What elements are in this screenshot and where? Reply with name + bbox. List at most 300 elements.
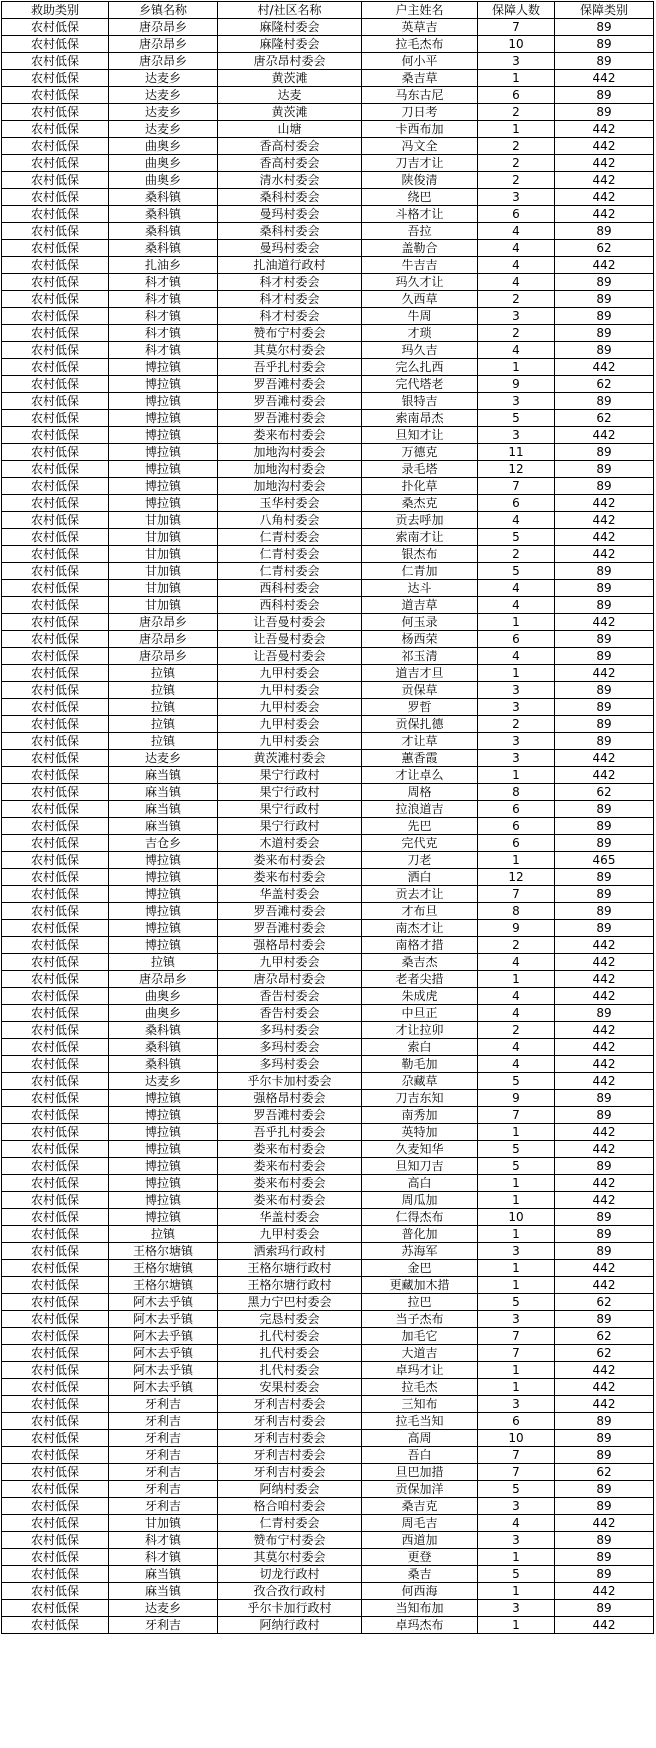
village-cell: 加地沟村委会 [218, 461, 362, 478]
township-cell: 阿木去乎镇 [109, 1311, 218, 1328]
village-cell: 唐尕昂村委会 [218, 53, 362, 70]
category-cell: 89 [555, 835, 654, 852]
householder-cell: 贡去才让 [362, 886, 478, 903]
header-persons: 保障人数 [478, 2, 555, 19]
relief-type-cell: 农村低保 [2, 342, 109, 359]
householder-cell: 贡去呼加 [362, 512, 478, 529]
householder-cell: 牛吉吉 [362, 257, 478, 274]
township-cell: 曲奥乡 [109, 988, 218, 1005]
table-row [2, 733, 654, 750]
township-cell: 博拉镇 [109, 1158, 218, 1175]
category-cell: 89 [555, 104, 654, 121]
category-cell: 442 [555, 1056, 654, 1073]
township-cell: 唐尕昂乡 [109, 53, 218, 70]
table-row [2, 767, 654, 784]
householder-cell: 旦巴加措 [362, 1464, 478, 1481]
township-cell: 曲奥乡 [109, 1005, 218, 1022]
table-row [2, 1481, 654, 1498]
persons-cell: 1 [478, 767, 555, 784]
township-cell: 唐尕昂乡 [109, 36, 218, 53]
township-cell: 拉镇 [109, 1226, 218, 1243]
table-row [2, 546, 654, 563]
township-cell: 博拉镇 [109, 1175, 218, 1192]
relief-type-cell: 农村低保 [2, 1243, 109, 1260]
township-cell: 博拉镇 [109, 937, 218, 954]
village-cell: 罗吾滩村委会 [218, 376, 362, 393]
village-cell: 加地沟村委会 [218, 444, 362, 461]
householder-cell: 贡保加洋 [362, 1481, 478, 1498]
village-cell: 科才村委会 [218, 274, 362, 291]
header-relief-type: 救助类别 [2, 2, 109, 19]
persons-cell: 4 [478, 1005, 555, 1022]
table-row [2, 784, 654, 801]
village-cell: 木道村委会 [218, 835, 362, 852]
village-cell: 阿纳行政村 [218, 1617, 362, 1634]
table-row [2, 920, 654, 937]
table-row [2, 257, 654, 274]
village-cell: 娄来布村委会 [218, 1175, 362, 1192]
category-cell: 465 [555, 852, 654, 869]
category-cell: 89 [555, 580, 654, 597]
category-cell: 89 [555, 1090, 654, 1107]
relief-type-cell: 农村低保 [2, 1583, 109, 1600]
relief-type-cell: 农村低保 [2, 903, 109, 920]
table-row [2, 121, 654, 138]
persons-cell: 4 [478, 1515, 555, 1532]
householder-cell: 卓玛杰布 [362, 1617, 478, 1634]
relief-type-cell: 农村低保 [2, 87, 109, 104]
persons-cell: 3 [478, 1498, 555, 1515]
category-cell: 62 [555, 784, 654, 801]
table-row [2, 393, 654, 410]
householder-cell: 银特吉 [362, 393, 478, 410]
village-cell: 赞布宁村委会 [218, 325, 362, 342]
householder-cell: 拉巴 [362, 1294, 478, 1311]
category-cell: 442 [555, 1141, 654, 1158]
category-cell: 89 [555, 699, 654, 716]
persons-cell: 2 [478, 325, 555, 342]
relief-type-cell: 农村低保 [2, 1345, 109, 1362]
township-cell: 博拉镇 [109, 444, 218, 461]
header-category: 保障类别 [555, 2, 654, 19]
table-row [2, 937, 654, 954]
township-cell: 达麦乡 [109, 70, 218, 87]
relief-type-cell: 农村低保 [2, 784, 109, 801]
village-cell: 扎代村委会 [218, 1362, 362, 1379]
township-cell: 博拉镇 [109, 427, 218, 444]
village-cell: 多玛村委会 [218, 1022, 362, 1039]
village-cell: 王格尔塘行政村 [218, 1277, 362, 1294]
category-cell: 89 [555, 1532, 654, 1549]
householder-cell: 苏海军 [362, 1243, 478, 1260]
table-row [2, 342, 654, 359]
householder-cell: 南格才措 [362, 937, 478, 954]
table-row [2, 1549, 654, 1566]
table-row [2, 903, 654, 920]
township-cell: 拉镇 [109, 699, 218, 716]
relief-type-cell: 农村低保 [2, 750, 109, 767]
category-cell: 89 [555, 903, 654, 920]
householder-cell: 中旦正 [362, 1005, 478, 1022]
township-cell: 桑科镇 [109, 189, 218, 206]
householder-cell: 英草吉 [362, 19, 478, 36]
relief-type-cell: 农村低保 [2, 699, 109, 716]
category-cell: 442 [555, 257, 654, 274]
category-cell: 442 [555, 1362, 654, 1379]
township-cell: 博拉镇 [109, 1141, 218, 1158]
persons-cell: 2 [478, 138, 555, 155]
relief-type-cell: 农村低保 [2, 393, 109, 410]
relief-type-cell: 农村低保 [2, 495, 109, 512]
village-cell: 强格昂村委会 [218, 1090, 362, 1107]
village-cell: 桑科村委会 [218, 223, 362, 240]
relief-type-cell: 农村低保 [2, 291, 109, 308]
persons-cell: 1 [478, 70, 555, 87]
category-cell: 89 [555, 716, 654, 733]
category-cell: 442 [555, 1277, 654, 1294]
persons-cell: 4 [478, 274, 555, 291]
category-cell: 89 [555, 342, 654, 359]
village-cell: 黑力宁巴村委会 [218, 1294, 362, 1311]
relief-type-cell: 农村低保 [2, 1498, 109, 1515]
householder-cell: 道吉草 [362, 597, 478, 614]
category-cell: 442 [555, 1022, 654, 1039]
category-cell: 89 [555, 801, 654, 818]
township-cell: 拉镇 [109, 682, 218, 699]
township-cell: 桑科镇 [109, 223, 218, 240]
township-cell: 麻当镇 [109, 767, 218, 784]
persons-cell: 3 [478, 699, 555, 716]
header-township: 乡镇名称 [109, 2, 218, 19]
township-cell: 唐尕昂乡 [109, 614, 218, 631]
relief-type-cell: 农村低保 [2, 53, 109, 70]
persons-cell: 5 [478, 410, 555, 427]
category-cell: 62 [555, 376, 654, 393]
persons-cell: 4 [478, 988, 555, 1005]
householder-cell: 桑吉克 [362, 1498, 478, 1515]
category-cell: 442 [555, 512, 654, 529]
householder-cell: 高白 [362, 1175, 478, 1192]
persons-cell: 3 [478, 1396, 555, 1413]
village-cell: 九甲村委会 [218, 682, 362, 699]
persons-cell: 4 [478, 1039, 555, 1056]
householder-cell: 才让草 [362, 733, 478, 750]
persons-cell: 5 [478, 1294, 555, 1311]
township-cell: 甘加镇 [109, 1515, 218, 1532]
householder-cell: 马东古尼 [362, 87, 478, 104]
relief-type-cell: 农村低保 [2, 274, 109, 291]
table-row [2, 1396, 654, 1413]
relief-type-cell: 农村低保 [2, 733, 109, 750]
township-cell: 牙利吉 [109, 1430, 218, 1447]
village-cell: 华盖村委会 [218, 1209, 362, 1226]
persons-cell: 3 [478, 682, 555, 699]
table-row [2, 1141, 654, 1158]
table-row [2, 1277, 654, 1294]
relief-type-cell: 农村低保 [2, 716, 109, 733]
persons-cell: 4 [478, 580, 555, 597]
persons-cell: 7 [478, 886, 555, 903]
relief-type-cell: 农村低保 [2, 1430, 109, 1447]
category-cell: 442 [555, 988, 654, 1005]
township-cell: 拉镇 [109, 733, 218, 750]
township-cell: 麻当镇 [109, 1566, 218, 1583]
category-cell: 89 [555, 308, 654, 325]
householder-cell: 牛周 [362, 308, 478, 325]
township-cell: 博拉镇 [109, 903, 218, 920]
householder-cell: 桑杰克 [362, 495, 478, 512]
persons-cell: 1 [478, 1583, 555, 1600]
category-cell: 89 [555, 597, 654, 614]
relief-type-cell: 农村低保 [2, 648, 109, 665]
table-row [2, 155, 654, 172]
householder-cell: 盖勒合 [362, 240, 478, 257]
village-cell: 扎代村委会 [218, 1345, 362, 1362]
persons-cell: 3 [478, 733, 555, 750]
persons-cell: 2 [478, 937, 555, 954]
village-cell: 娄来布村委会 [218, 1158, 362, 1175]
township-cell: 阿木去乎镇 [109, 1328, 218, 1345]
persons-cell: 1 [478, 1277, 555, 1294]
table-row [2, 1362, 654, 1379]
relief-type-cell: 农村低保 [2, 1600, 109, 1617]
table-row [2, 631, 654, 648]
category-cell: 89 [555, 19, 654, 36]
relief-type-cell: 农村低保 [2, 546, 109, 563]
category-cell: 89 [555, 818, 654, 835]
relief-type-cell: 农村低保 [2, 597, 109, 614]
householder-cell: 当知布加 [362, 1600, 478, 1617]
category-cell: 442 [555, 359, 654, 376]
category-cell: 442 [555, 971, 654, 988]
village-cell: 让吾曼村委会 [218, 631, 362, 648]
village-cell: 清水村委会 [218, 172, 362, 189]
persons-cell: 1 [478, 121, 555, 138]
persons-cell: 7 [478, 1345, 555, 1362]
persons-cell: 7 [478, 1107, 555, 1124]
table-row [2, 954, 654, 971]
village-cell: 安果村委会 [218, 1379, 362, 1396]
category-cell: 89 [555, 274, 654, 291]
relief-type-cell: 农村低保 [2, 1192, 109, 1209]
village-cell: 娄来布村委会 [218, 869, 362, 886]
village-cell: 牙利吉村委会 [218, 1430, 362, 1447]
township-cell: 博拉镇 [109, 920, 218, 937]
persons-cell: 6 [478, 495, 555, 512]
relief-type-cell: 农村低保 [2, 1464, 109, 1481]
township-cell: 牙利吉 [109, 1413, 218, 1430]
table-row [2, 886, 654, 903]
persons-cell: 2 [478, 104, 555, 121]
relief-type-cell: 农村低保 [2, 308, 109, 325]
relief-type-cell: 农村低保 [2, 1124, 109, 1141]
persons-cell: 4 [478, 257, 555, 274]
township-cell: 吉仓乡 [109, 835, 218, 852]
relief-type-cell: 农村低保 [2, 1141, 109, 1158]
village-cell: 多玛村委会 [218, 1039, 362, 1056]
township-cell: 拉镇 [109, 716, 218, 733]
category-cell: 442 [555, 138, 654, 155]
village-cell: 黄茨滩 [218, 70, 362, 87]
category-cell: 89 [555, 733, 654, 750]
table-row [2, 1243, 654, 1260]
table-row [2, 1056, 654, 1073]
householder-cell: 周毛吉 [362, 1515, 478, 1532]
relief-type-cell: 农村低保 [2, 988, 109, 1005]
township-cell: 科才镇 [109, 342, 218, 359]
householder-cell: 久麦知华 [362, 1141, 478, 1158]
table-row [2, 1583, 654, 1600]
relief-type-cell: 农村低保 [2, 376, 109, 393]
relief-type-cell: 农村低保 [2, 835, 109, 852]
category-cell: 89 [555, 1447, 654, 1464]
category-cell: 442 [555, 121, 654, 138]
persons-cell: 5 [478, 1566, 555, 1583]
table-row [2, 172, 654, 189]
householder-cell: 贡保草 [362, 682, 478, 699]
township-cell: 牙利吉 [109, 1396, 218, 1413]
table-row [2, 19, 654, 36]
table-row [2, 529, 654, 546]
householder-cell: 尕藏草 [362, 1073, 478, 1090]
persons-cell: 4 [478, 342, 555, 359]
relief-type-cell: 农村低保 [2, 1549, 109, 1566]
category-cell: 89 [555, 1430, 654, 1447]
category-cell: 442 [555, 937, 654, 954]
relief-type-cell: 农村低保 [2, 1277, 109, 1294]
header-village: 村/社区名称 [218, 2, 362, 19]
relief-type-cell: 农村低保 [2, 1175, 109, 1192]
table-row [2, 835, 654, 852]
persons-cell: 8 [478, 903, 555, 920]
relief-type-cell: 农村低保 [2, 1294, 109, 1311]
relief-type-cell: 农村低保 [2, 240, 109, 257]
category-cell: 89 [555, 325, 654, 342]
table-row [2, 240, 654, 257]
relief-type-cell: 农村低保 [2, 682, 109, 699]
persons-cell: 3 [478, 1311, 555, 1328]
township-cell: 唐尕昂乡 [109, 648, 218, 665]
relief-type-cell: 农村低保 [2, 1039, 109, 1056]
relief-type-cell: 农村低保 [2, 19, 109, 36]
category-cell: 442 [555, 1260, 654, 1277]
village-cell: 果宁行政村 [218, 801, 362, 818]
relief-type-cell: 农村低保 [2, 1209, 109, 1226]
township-cell: 甘加镇 [109, 546, 218, 563]
township-cell: 达麦乡 [109, 1073, 218, 1090]
persons-cell: 1 [478, 852, 555, 869]
township-cell: 博拉镇 [109, 393, 218, 410]
relief-type-cell: 农村低保 [2, 869, 109, 886]
village-cell: 八角村委会 [218, 512, 362, 529]
table-row [2, 971, 654, 988]
category-cell: 442 [555, 189, 654, 206]
persons-cell: 10 [478, 1430, 555, 1447]
persons-cell: 1 [478, 971, 555, 988]
village-cell: 格合咱村委会 [218, 1498, 362, 1515]
table-row [2, 1294, 654, 1311]
persons-cell: 5 [478, 1141, 555, 1158]
village-cell: 让吾曼村委会 [218, 614, 362, 631]
persons-cell: 4 [478, 223, 555, 240]
village-cell: 华盖村委会 [218, 886, 362, 903]
village-cell: 牙利吉村委会 [218, 1447, 362, 1464]
village-cell: 九甲村委会 [218, 733, 362, 750]
township-cell: 博拉镇 [109, 495, 218, 512]
table-row [2, 665, 654, 682]
village-cell: 牙利吉村委会 [218, 1396, 362, 1413]
householder-cell: 桑吉 [362, 1566, 478, 1583]
village-cell: 香高村委会 [218, 138, 362, 155]
table-row [2, 1158, 654, 1175]
relief-type-cell: 农村低保 [2, 665, 109, 682]
relief-type-cell: 农村低保 [2, 563, 109, 580]
persons-cell: 12 [478, 869, 555, 886]
township-cell: 曲奥乡 [109, 155, 218, 172]
table-row [2, 1260, 654, 1277]
householder-cell: 南秀加 [362, 1107, 478, 1124]
relief-type-cell: 农村低保 [2, 886, 109, 903]
category-cell: 442 [555, 1379, 654, 1396]
table-row [2, 1566, 654, 1583]
village-cell: 香告村委会 [218, 988, 362, 1005]
category-cell: 442 [555, 427, 654, 444]
householder-cell: 拉毛杰布 [362, 36, 478, 53]
persons-cell: 3 [478, 1600, 555, 1617]
township-cell: 科才镇 [109, 274, 218, 291]
householder-cell: 南杰才让 [362, 920, 478, 937]
householder-cell: 录毛塔 [362, 461, 478, 478]
category-cell: 89 [555, 36, 654, 53]
township-cell: 达麦乡 [109, 750, 218, 767]
relief-type-cell: 农村低保 [2, 155, 109, 172]
village-cell: 娄来布村委会 [218, 427, 362, 444]
table-row [2, 1498, 654, 1515]
township-cell: 博拉镇 [109, 376, 218, 393]
village-cell: 切龙行政村 [218, 1566, 362, 1583]
township-cell: 麻当镇 [109, 1583, 218, 1600]
table-row [2, 495, 654, 512]
township-cell: 桑科镇 [109, 206, 218, 223]
relief-type-cell: 农村低保 [2, 1022, 109, 1039]
township-cell: 牙利吉 [109, 1481, 218, 1498]
township-cell: 牙利吉 [109, 1447, 218, 1464]
householder-cell: 三知布 [362, 1396, 478, 1413]
category-cell: 442 [555, 767, 654, 784]
village-cell: 科才村委会 [218, 308, 362, 325]
persons-cell: 7 [478, 1447, 555, 1464]
village-cell: 果宁行政村 [218, 784, 362, 801]
table-row [2, 53, 654, 70]
table-row [2, 70, 654, 87]
relief-type-cell: 农村低保 [2, 614, 109, 631]
category-cell: 89 [555, 1158, 654, 1175]
householder-cell: 何西海 [362, 1583, 478, 1600]
persons-cell: 4 [478, 1056, 555, 1073]
township-cell: 牙利吉 [109, 1464, 218, 1481]
persons-cell: 5 [478, 563, 555, 580]
village-cell: 九甲村委会 [218, 716, 362, 733]
category-cell: 442 [555, 70, 654, 87]
relief-type-cell: 农村低保 [2, 767, 109, 784]
category-cell: 89 [555, 1311, 654, 1328]
persons-cell: 2 [478, 291, 555, 308]
village-cell: 加地沟村委会 [218, 478, 362, 495]
township-cell: 博拉镇 [109, 852, 218, 869]
table-row [2, 359, 654, 376]
relief-type-cell: 农村低保 [2, 1532, 109, 1549]
category-cell: 89 [555, 648, 654, 665]
